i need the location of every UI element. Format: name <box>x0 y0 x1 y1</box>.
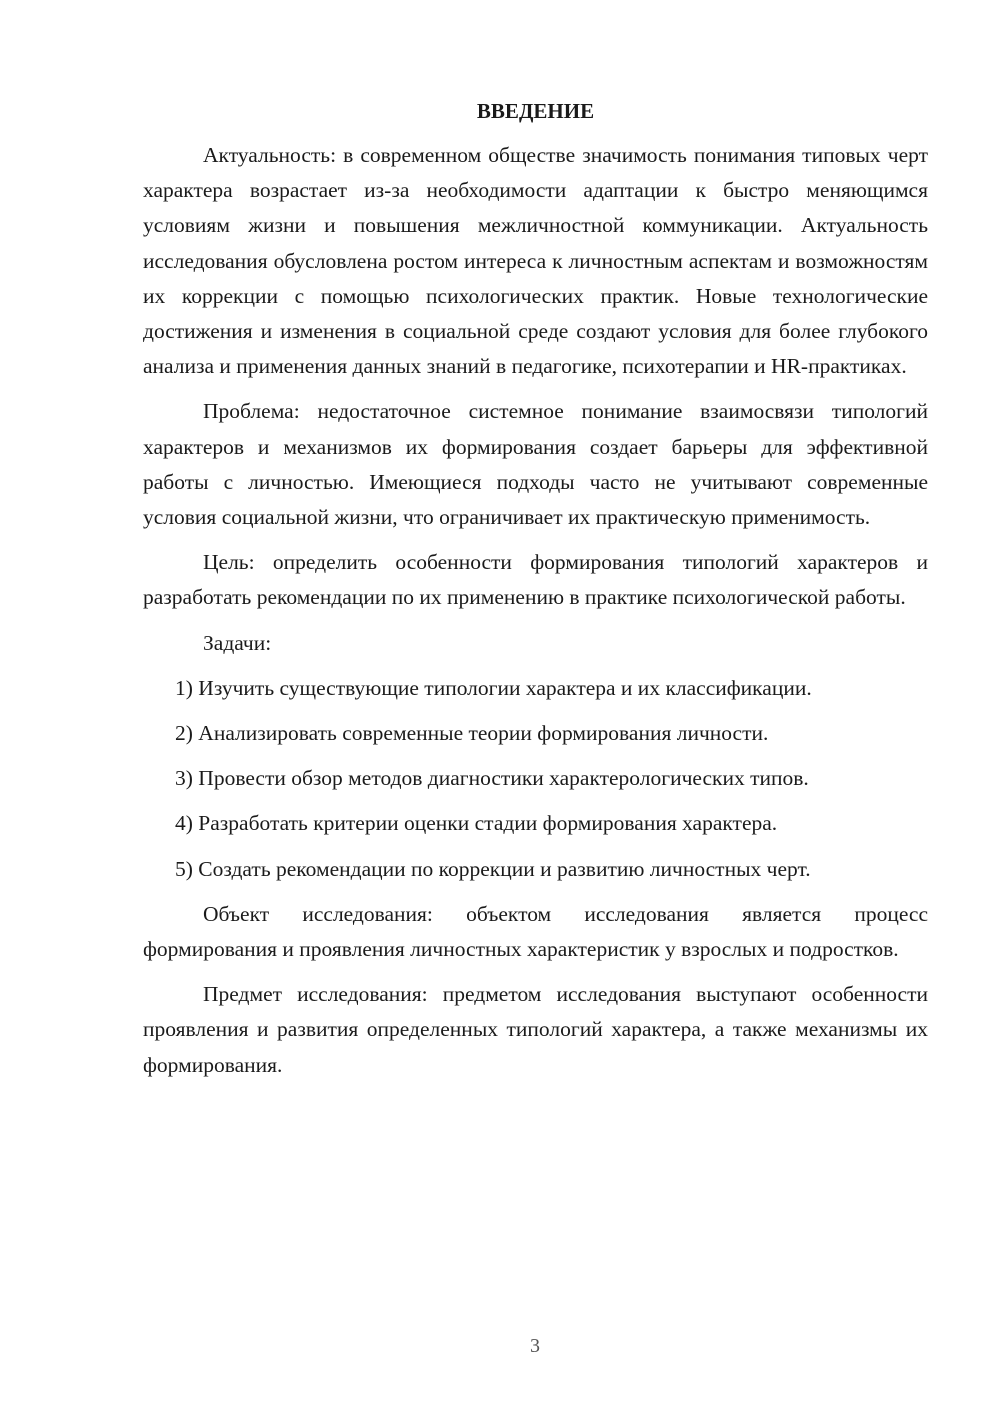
paragraph-relevance: Актуальность: в современном обществе значимость понимания типовых черт характера возрастает из-за необходимости адаптации к быстро меняющимся условиям жизни и повышения межличностной коммуникации. Актуальность исследования обусловлена ростом интереса к личностным аспектам и возможностям их коррекции с помощью психологических практик. Новые технологические достижения и изменения в социальной среде создают условия для более глубокого анализа и применения данных знаний в педагогике, психотерапии и HR-практиках. <box>143 143 928 379</box>
task-text: Разработать критерии оценки стадии формирования характера. <box>198 811 778 836</box>
task-number: 1) <box>175 675 193 700</box>
task-text: Создать рекомендации по коррекции и развитию личностных черт. <box>198 856 811 881</box>
paragraph-object: Объект исследования: объектом исследования является процесс формирования и проявления личностных характеристик у взрослых и подростков. <box>143 901 928 962</box>
task-list <box>143 671 928 887</box>
page-number: 3 <box>530 1335 540 1357</box>
page-content <box>143 96 928 1093</box>
tasks-heading: Задачи: <box>203 630 272 655</box>
task-item <box>143 761 928 796</box>
paragraph-problem: Проблема: недостаточное системное понимание взаимосвязи типологий характеров и механизмов их формирования создает барьеры для эффективной работы с личностью. Имеющиеся подходы часто не учитывают современные условия социальной жизни, что ограничивает их практическую применимость. <box>143 399 928 530</box>
task-item <box>143 806 928 841</box>
task-number: 4) <box>175 811 193 836</box>
task-number: 5) <box>175 856 193 881</box>
task-text: Провести обзор методов диагностики характерологических типов. <box>198 766 809 791</box>
task-item <box>143 852 928 887</box>
section-title: ВВЕДЕНИЕ <box>476 99 595 123</box>
paragraph-subject: Предмет исследования: предметом исследования выступают особенности проявления и развития определенных типологий характера, а также механизмы их формирования. <box>143 982 928 1077</box>
task-item <box>143 716 928 751</box>
task-text: Изучить существующие типологии характера и их классификации. <box>198 675 812 700</box>
task-item <box>143 671 928 706</box>
task-number: 2) <box>175 721 193 746</box>
task-number: 3) <box>175 766 193 791</box>
paragraph-goal: Цель: определить особенности формирования типологий характеров и разработать рекомендации по их применению в практике психологической работы. <box>143 550 928 610</box>
task-text: Анализировать современные теории формирования личности. <box>198 721 769 746</box>
